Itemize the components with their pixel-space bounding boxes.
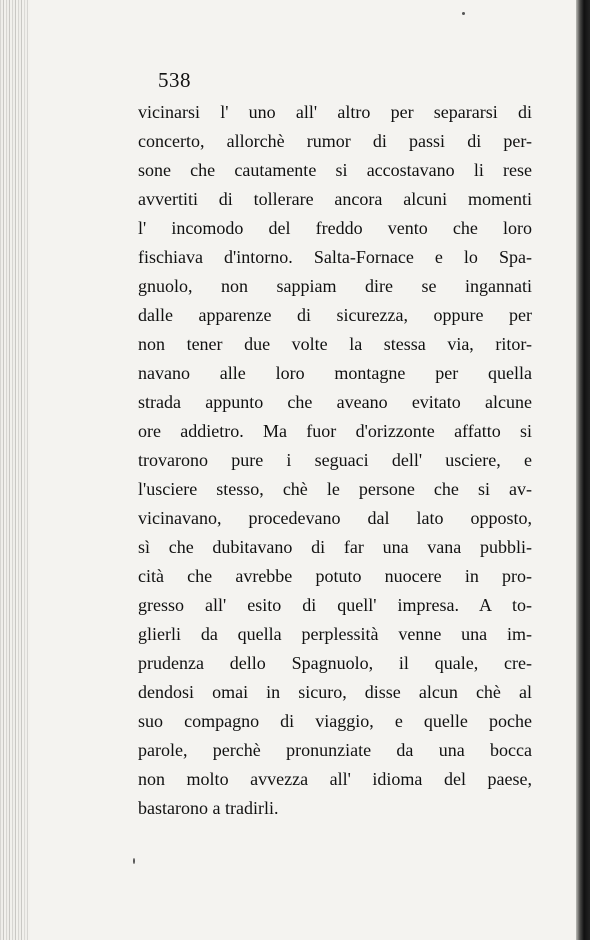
text-line: trovarono pure i seguaci dell' usciere, e	[138, 450, 532, 470]
body-text	[138, 98, 532, 823]
text-line: gnuolo, non sappiam dire se ingannati	[138, 276, 532, 296]
ink-speck	[133, 858, 135, 864]
text-line: suo compagno di viaggio, e quelle poche	[138, 711, 532, 731]
text-line: strada appunto che aveano evitato alcune	[138, 392, 532, 412]
text-line: prudenza dello Spagnuolo, il quale, cre-	[138, 653, 532, 673]
text-line: vicinavano, procedevano dal lato opposto,	[138, 508, 532, 528]
text-line: dendosi omai in sicuro, disse alcun chè al	[138, 682, 532, 702]
text-line: bastarono a tradirli.	[138, 798, 279, 818]
text-line: vicinarsi l' uno all' altro per separarsi di	[138, 102, 532, 122]
text-line: gresso all' esito di quell' impresa. A to-	[138, 595, 532, 615]
page-number: 538	[158, 68, 191, 92]
ink-speck	[462, 12, 465, 15]
text-line: non molto avvezza all' idioma del paese,	[138, 769, 532, 789]
text-line: concerto, allorchè rumor di passi di per-	[138, 131, 532, 151]
text-line: fischiava d'intorno. Salta-Fornace e lo Spa-	[138, 247, 532, 267]
text-line: l' incomodo del freddo vento che loro	[138, 218, 532, 238]
text-line: sì che dubitavano di far una vana pubbli-	[138, 537, 532, 557]
text-line: glierli da quella perplessità venne una im-	[138, 624, 532, 644]
text-line: avvertiti di tollerare ancora alcuni momenti	[138, 189, 532, 209]
text-line: cità che avrebbe potuto nuocere in pro-	[138, 566, 532, 586]
text-line: non tener due volte la stessa via, ritor-	[138, 334, 532, 354]
page-right-edge	[576, 0, 590, 940]
text-line: navano alle loro montagne per quella	[138, 363, 532, 383]
text-line: sone che cautamente si accostavano li rese	[138, 160, 532, 180]
text-line: parole, perchè pronunziate da una bocca	[138, 740, 532, 760]
text-line: ore addietro. Ma fuor d'orizzonte affatto si	[138, 421, 532, 441]
gutter-shadow	[22, 0, 40, 940]
text-line: l'usciere stesso, chè le persone che si av-	[138, 479, 532, 499]
text-line: dalle apparenze di sicurezza, oppure per	[138, 305, 532, 325]
